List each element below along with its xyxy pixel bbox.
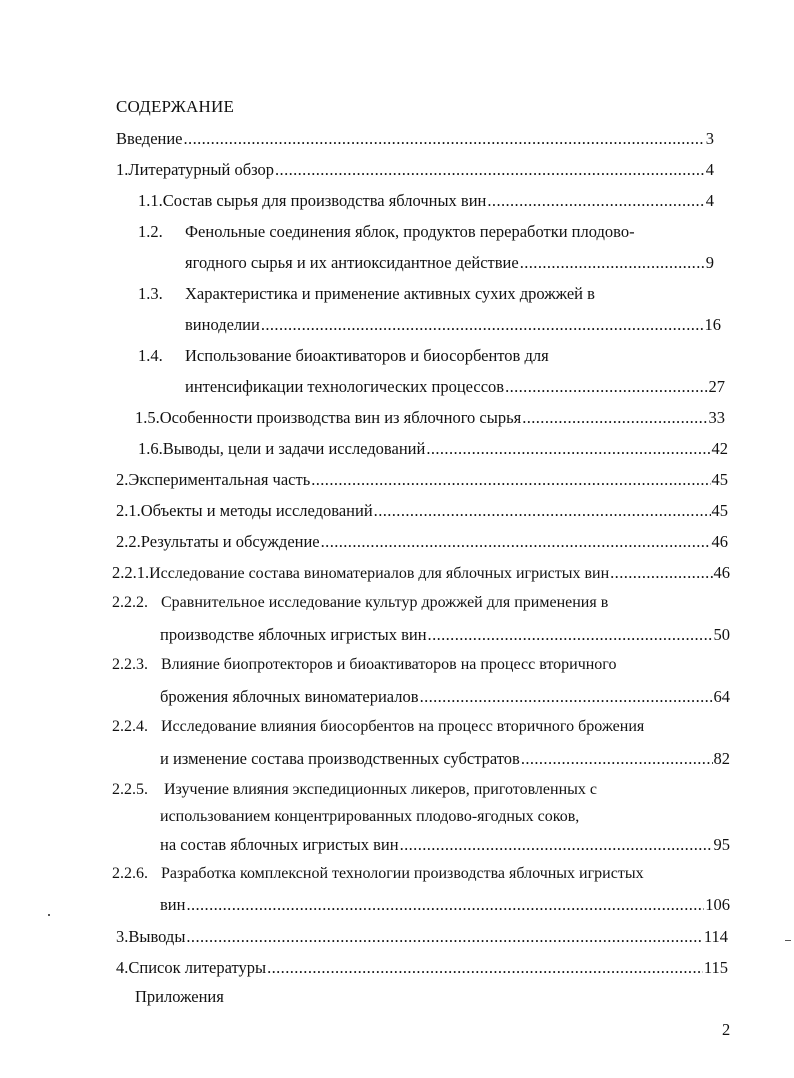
toc-entry-number: 1.2. <box>138 222 163 241</box>
toc-entry-number: 2.2.6. <box>112 865 148 882</box>
toc-entry-2-2-5-line3[interactable] <box>160 835 730 857</box>
toc-entry-3[interactable] <box>116 927 728 949</box>
scan-speck <box>48 914 50 916</box>
toc-page-number: 4 <box>705 160 714 179</box>
toc-page-number: 42 <box>711 439 728 458</box>
toc-leader <box>184 129 705 149</box>
toc-leader <box>374 501 711 521</box>
toc-page-number: 64 <box>713 687 730 706</box>
toc-page-number: 106 <box>705 895 730 914</box>
toc-entry-2[interactable] <box>116 470 728 492</box>
toc-entry-number: 2.2.2. <box>112 594 148 611</box>
toc-page-number: 82 <box>713 749 730 768</box>
toc-entry-text: Литературный обзор <box>128 160 275 179</box>
toc-entry-number: 2.2. <box>116 532 141 551</box>
toc-page-number: 16 <box>704 315 721 334</box>
toc-entry-1[interactable] <box>116 160 714 182</box>
toc-entry-2-1[interactable] <box>116 501 728 523</box>
toc-leader <box>505 377 707 397</box>
toc-entry-2-2-3-line2[interactable] <box>160 687 730 709</box>
toc-entry-number: 1.6. <box>138 439 163 458</box>
toc-entry-number: 2. <box>116 470 129 489</box>
toc-entry-number: 1. <box>116 160 129 179</box>
toc-leader <box>520 253 705 273</box>
toc-entry-2-2-2-line1[interactable] <box>112 594 608 612</box>
toc-page-number: 27 <box>708 377 725 396</box>
toc-page-number: 115 <box>703 958 728 977</box>
toc-entry-2-2-4-line2[interactable] <box>160 749 730 771</box>
toc-entry-text: Особенности производства вин из яблочного сырья <box>159 408 522 427</box>
toc-entry-number: 3. <box>116 927 129 946</box>
toc-entry-text: Исследование состава виноматериалов для яблочных игристых вин <box>149 565 610 582</box>
toc-entry-2-2[interactable] <box>116 532 728 554</box>
toc-entry-number: 2.2.1. <box>112 563 150 582</box>
toc-entry-text: Влияние биопротекторов и биоактиваторов на процесс вторичного <box>161 656 617 673</box>
toc-entry-number: 2.1. <box>116 501 141 520</box>
toc-entry-text: Список литературы <box>128 958 267 977</box>
toc-entry-text: Объекты и методы исследований <box>140 501 373 520</box>
toc-entry-2-2-1[interactable] <box>112 563 730 585</box>
toc-entry-1-5[interactable] <box>135 408 725 430</box>
toc-entry-number: 1.5. <box>135 408 160 427</box>
toc-leader <box>487 191 704 211</box>
toc-entry-text: вин <box>160 895 186 914</box>
toc-entry-number: 1.4. <box>138 346 163 365</box>
toc-leader <box>261 315 704 335</box>
toc-leader <box>428 625 713 645</box>
toc-leader <box>420 687 713 707</box>
toc-page-number: 46 <box>713 563 730 582</box>
toc-page-number: 4 <box>705 191 714 210</box>
toc-leader <box>400 835 713 855</box>
toc-leader <box>186 927 702 947</box>
toc-entry-1-2-line1[interactable] <box>138 222 635 242</box>
toc-entry-4[interactable] <box>116 958 728 980</box>
toc-page-number: 9 <box>705 253 714 272</box>
toc-entry-text: ягодного сырья и их антиоксидантное действие <box>185 253 519 272</box>
toc-entry-2-2-6-line1[interactable] <box>112 865 644 883</box>
toc-leader <box>186 895 704 915</box>
toc-page-number: 114 <box>703 927 728 946</box>
toc-leader <box>275 160 705 180</box>
toc-entry-text: Выводы, цели и задачи исследований <box>162 439 426 458</box>
toc-entry-introduction[interactable] <box>116 129 714 151</box>
toc-appendix[interactable]: Приложения <box>135 987 224 1006</box>
toc-entry-text: интенсификации технологических процессов <box>185 377 505 396</box>
toc-entry-number: 2.2.5. <box>112 781 148 798</box>
toc-leader <box>522 408 707 428</box>
toc-entry-text: Разработка комплексной технологии производства яблочных игристых <box>161 865 644 882</box>
toc-entry-text: Характеристика и применение активных сухих дрожжей в <box>185 284 595 303</box>
toc-entry-text: Изучение влияния экспедиционных ликеров, приготовленных с <box>164 781 597 798</box>
toc-leader <box>267 958 703 978</box>
toc-page-number: 33 <box>708 408 725 427</box>
toc-entry-number: 1.1. <box>138 191 163 210</box>
page-number: 2 <box>722 1020 731 1039</box>
toc-entry-2-2-5-line2: использованием концентрированных плодово-ягодных соков, <box>160 808 580 825</box>
toc-entry-2-2-5-line1[interactable] <box>112 781 597 799</box>
toc-entry-1-6[interactable] <box>138 439 728 461</box>
toc-entry-2-2-4-line1[interactable] <box>112 718 644 736</box>
toc-entry-2-2-6-line2[interactable] <box>160 895 730 917</box>
toc-entry-number: 1.3. <box>138 284 163 303</box>
toc-entry-text: Выводы <box>128 927 186 946</box>
toc-leader <box>426 439 710 459</box>
toc-entry-number: 4. <box>116 958 129 977</box>
toc-page-number: 46 <box>711 532 728 551</box>
toc-entry-1-4-line1[interactable] <box>138 346 549 366</box>
toc-entry-text: Экспериментальная часть <box>128 470 311 489</box>
toc-entry-text: и изменение состава производственных субстратов <box>160 749 520 768</box>
toc-leader <box>521 749 713 769</box>
toc-entry-text: Фенольные соединения яблок, продуктов переработки плодово- <box>185 222 635 241</box>
toc-entry-text: Сравнительное исследование культур дрожжей для применения в <box>161 594 609 611</box>
toc-entry-2-2-2-line2[interactable] <box>160 625 730 647</box>
toc-entry-number: 2.2.4. <box>112 718 148 735</box>
toc-entry-1-1[interactable] <box>138 191 714 213</box>
toc-entry-text: Исследование влияния биосорбентов на процесс вторичного брожения <box>161 718 645 735</box>
toc-entry-text: Использование биоактиваторов и биосорбентов для <box>185 346 549 365</box>
toc-entry-2-2-3-line1[interactable] <box>112 656 616 674</box>
toc-entry-1-3-line1[interactable] <box>138 284 595 304</box>
toc-entry-text: Результаты и обсуждение <box>140 532 320 551</box>
toc-leader <box>610 563 712 583</box>
toc-entry-1-2-line2[interactable] <box>185 253 714 275</box>
toc-entry-text: на состав яблочных игристых вин <box>160 835 399 854</box>
toc-page-number: 95 <box>713 835 730 854</box>
page-title: СОДЕРЖАНИЕ <box>116 97 235 116</box>
toc-entry-number: 2.2.3. <box>112 656 148 673</box>
toc-page-number: 50 <box>713 625 730 644</box>
toc-leader <box>311 470 710 490</box>
toc-entry-text: брожения яблочных виноматериалов <box>160 687 419 706</box>
toc-page-number: 45 <box>711 470 728 489</box>
toc-leader <box>321 532 711 552</box>
scan-speck <box>785 940 791 941</box>
toc-entry-1-3-line2[interactable] <box>185 315 721 337</box>
toc-page-number: 3 <box>705 129 714 148</box>
toc-entry-text: виноделии <box>185 315 260 334</box>
toc-entry-text: Состав сырья для производства яблочных вин <box>162 191 487 210</box>
toc-entry-text: производстве яблочных игристых вин <box>160 625 427 644</box>
toc-page-number: 45 <box>711 501 728 520</box>
toc-entry-1-4-line2[interactable] <box>185 377 725 399</box>
toc-entry-text: Введение <box>116 129 183 148</box>
